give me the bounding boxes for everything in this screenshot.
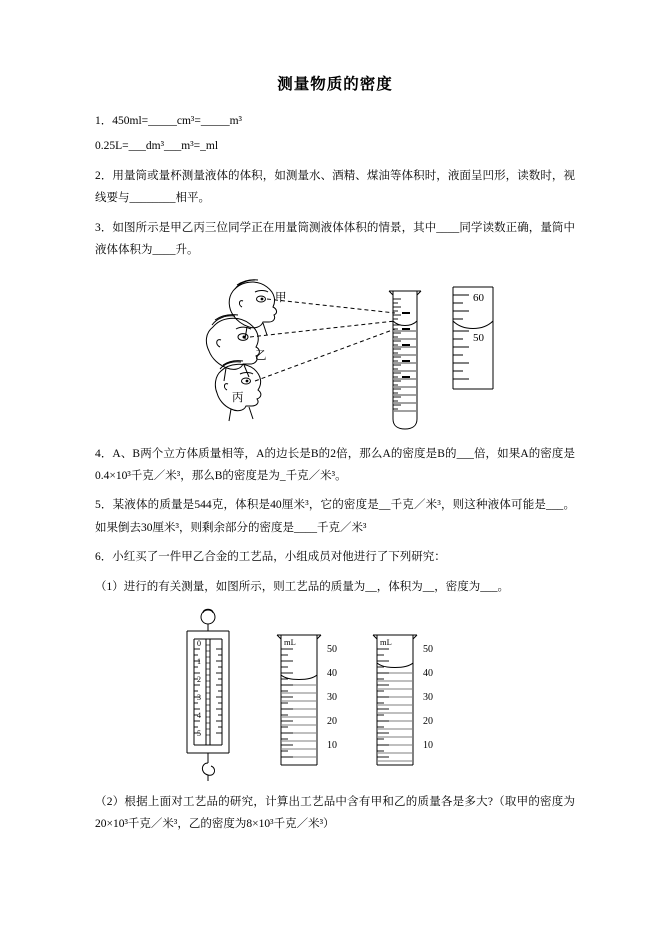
spring-tick-5: 5 <box>197 729 201 739</box>
cylinder-right-unit: mL <box>380 637 392 648</box>
paragraph-4 <box>95 217 575 262</box>
paragraph-1 <box>95 110 575 132</box>
magnifier-value-50: 50 <box>473 331 484 344</box>
label-student-yi: 乙 <box>255 349 267 362</box>
paragraph-6-text: 5．某液体的质量是544克，体积是40厘米³，它的密度是__千克／米³，则这种液体可能是___。如果倒去30厘米³，则剩余部分的密度是____千克／米³ <box>95 499 575 534</box>
label-student-bing: 丙 <box>232 391 244 404</box>
spring-tick-0: 0 <box>197 639 201 649</box>
cylinder-right-tick-20: 20 <box>423 716 433 728</box>
paragraph-5 <box>95 443 575 488</box>
cylinder-right-tick-10: 10 <box>423 740 433 752</box>
paragraph-3 <box>95 165 575 210</box>
magnifier-value-60: 60 <box>473 291 484 304</box>
cylinder-left-unit: mL <box>284 637 296 648</box>
paragraph-5-text: 4．A、B两个立方体质量相等，A的边长是B的2倍，那么A的密度是B的___倍，如果A的密度是0.4×10³千克／米³，那么B的密度是为_千克／米³。 <box>95 447 575 482</box>
paragraph-2-text: 0.25L=___dm³___m³=_ml <box>95 140 219 153</box>
paragraph-9 <box>95 791 575 836</box>
paragraph-2 <box>95 135 575 157</box>
paragraph-7 <box>95 546 575 568</box>
cylinder-left-tick-10: 10 <box>327 740 337 752</box>
figure-students-reading-cylinder <box>95 269 575 437</box>
paragraph-7-text: 6．小红买了一件甲乙合金的工艺品，小组成员对他进行了下列研究： <box>95 551 446 564</box>
spring-tick-4: 4 <box>197 711 201 721</box>
cylinder-right-tick-50: 50 <box>423 644 433 656</box>
spring-tick-1: 1 <box>197 657 201 667</box>
page-title: 测量物质的密度 <box>277 76 393 93</box>
cylinder-left-tick-20: 20 <box>327 716 337 728</box>
figure-students-svg <box>95 269 575 437</box>
spring-tick-3: 3 <box>197 693 201 703</box>
paragraph-8 <box>95 576 575 598</box>
cylinder-right-tick-40: 40 <box>423 668 433 680</box>
cylinder-left-tick-40: 40 <box>327 668 337 680</box>
cylinder-left-tick-50: 50 <box>327 644 337 656</box>
document-body <box>95 72 575 843</box>
cylinder-left-tick-30: 30 <box>327 692 337 704</box>
paragraph-8-text: （1）进行的有关测量，如图所示，则工艺品的质量为__，体积为__，密度为___。 <box>95 580 509 593</box>
figure-measuring-instruments <box>95 605 575 783</box>
paragraph-3-text: 2．用量筒或量杯测量液体的体积，如测量水、酒精、煤油等体积时，液面呈凹形，读数时，视线要与________相平。 <box>95 169 575 205</box>
label-student-jia: 甲 <box>275 291 287 304</box>
cylinder-right-tick-30: 30 <box>423 692 433 704</box>
paragraph-1-text: 1．450ml=_____cm³=_____m³ <box>95 115 243 127</box>
paragraph-6 <box>95 494 575 539</box>
paragraph-9-text: （2）根据上面对工艺品的研究，计算出工艺品中含有甲和乙的质量各是多大?（取甲的密度为20×10³千克／米³，乙的密度为8×10³千克／米³） <box>95 796 575 831</box>
figure-instruments-svg <box>95 605 575 783</box>
paragraph-4-text: 3．如图所示是甲乙丙三位同学正在用量筒测液体体积的情景，其中____同学读数正确，量筒中液体体积为____升。 <box>95 221 575 257</box>
spring-tick-2: 2 <box>197 675 201 685</box>
